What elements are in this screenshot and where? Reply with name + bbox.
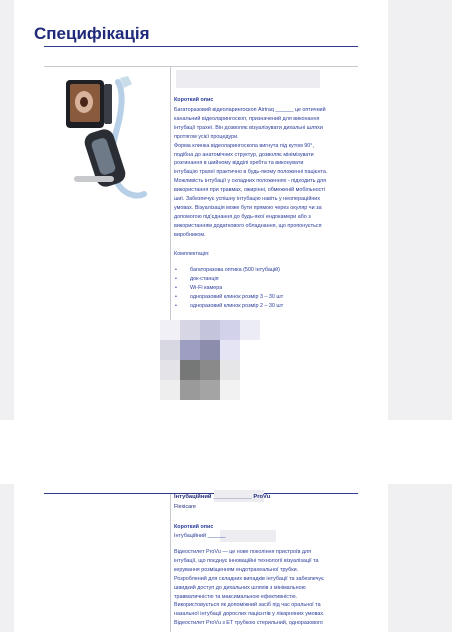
table-column-divider	[170, 67, 171, 320]
left-margin-page2	[0, 484, 14, 632]
description-line: шиї. Забезпечує успішну інтубацію навіть у неоперaційних	[174, 196, 321, 203]
videolaryngoscope-image	[62, 72, 154, 200]
page2-column-divider	[170, 494, 171, 632]
page-heading: Специфікація	[34, 24, 150, 43]
kit-item: • одноразовий клинок розмір 2 – 30 шт	[174, 302, 374, 311]
description-line: використання при травмах, ожирінні, обмеженій мобільності	[174, 187, 325, 194]
left-margin	[0, 0, 14, 420]
kit-list	[174, 266, 374, 311]
description-line: протягом усієї процедури.	[174, 133, 239, 140]
page2-description-heading-text: Короткий опис	[174, 524, 214, 530]
description-line: Можливість інтубації у складних положеннях - підходить для	[174, 178, 327, 185]
description-line: виробником.	[174, 231, 206, 238]
body-line: травматичністю та максимальною ефективністю.	[174, 593, 298, 600]
body-line: назальної інтубації дорослих пацієнтів у лікарняних умовах.	[174, 611, 325, 618]
description-line: розгинання в шийному відділі хребта та виконувати	[174, 160, 304, 167]
kit-item: • одноразовий клинок розмір 3 – 30 шт	[174, 293, 374, 302]
body-line: швидкий доступ до дихальних шляхів з мінімальною	[174, 584, 306, 591]
description-line: допомогою під'єднання до будь-якої ендокамери або з	[174, 213, 311, 220]
description-line: подібна до анатомічних структур, дозволяє мінімізувати	[174, 151, 314, 158]
body-line: Розроблений для складних випадків інтубації та забезпечує	[174, 575, 324, 582]
manufacturer: Flexicare	[174, 504, 196, 510]
page2-body-text	[174, 548, 384, 628]
description-heading	[174, 96, 213, 105]
description-line: інтубації трахеї. Він дозволяє візуалізувати дихальні шляхи	[174, 124, 323, 131]
body-line: Відеостилет ProVu — це нове покоління пристроїв для	[174, 549, 312, 555]
right-margin-page2	[388, 484, 452, 632]
description-line: інтубацію трахеї практично в будь-якому положенні пацієнта.	[174, 169, 328, 176]
kit-item: • док-станція	[174, 275, 374, 284]
description-heading-text: Короткий опис	[174, 97, 214, 103]
body-line: інтубації, що поєднує інноваційні технології візуалізації та	[174, 557, 319, 564]
description-line: Багаторазовий відеоларингоскоп Airtraq ______ це оптичний	[174, 107, 326, 113]
description-line: умовах. Візуалізація може бути прямою через окуляр чи за	[174, 204, 322, 211]
description-line: Форма клинка відеоларингоскопа вигнута під кутом 90°,	[174, 142, 314, 149]
redacted-subtitle	[220, 530, 276, 542]
page2-description-sub: Інтубаційний ______	[174, 533, 226, 539]
table-top-rule	[44, 66, 358, 67]
description-line: використанням додаткового обладнання, що пропонується	[174, 222, 322, 229]
description-line: канальний відеоларингоскоп, призначений для виконання	[174, 115, 320, 122]
kit-label: Комплектація:	[174, 251, 210, 257]
redacted-product-name	[176, 70, 320, 88]
body-line: Використовується як допоміжний засіб під час оральної та	[174, 602, 321, 609]
heading-rule	[44, 46, 358, 47]
kit-item: • Wi-Fi камера	[174, 284, 374, 293]
kit-item: • багаторазова оптика (500 інтубацій)	[174, 266, 374, 275]
description-text	[174, 106, 384, 240]
pixelated-image	[160, 320, 260, 400]
page2-description-heading	[174, 523, 213, 532]
right-margin	[388, 0, 452, 420]
body-line: Відеостилет ProVu з ET трубкою стерильний, одноразового	[174, 620, 323, 627]
body-line: керування розміщенням ендотрахеальної трубки.	[174, 566, 299, 573]
product-title: Інтубаційний ____________ ProVu	[174, 494, 271, 500]
